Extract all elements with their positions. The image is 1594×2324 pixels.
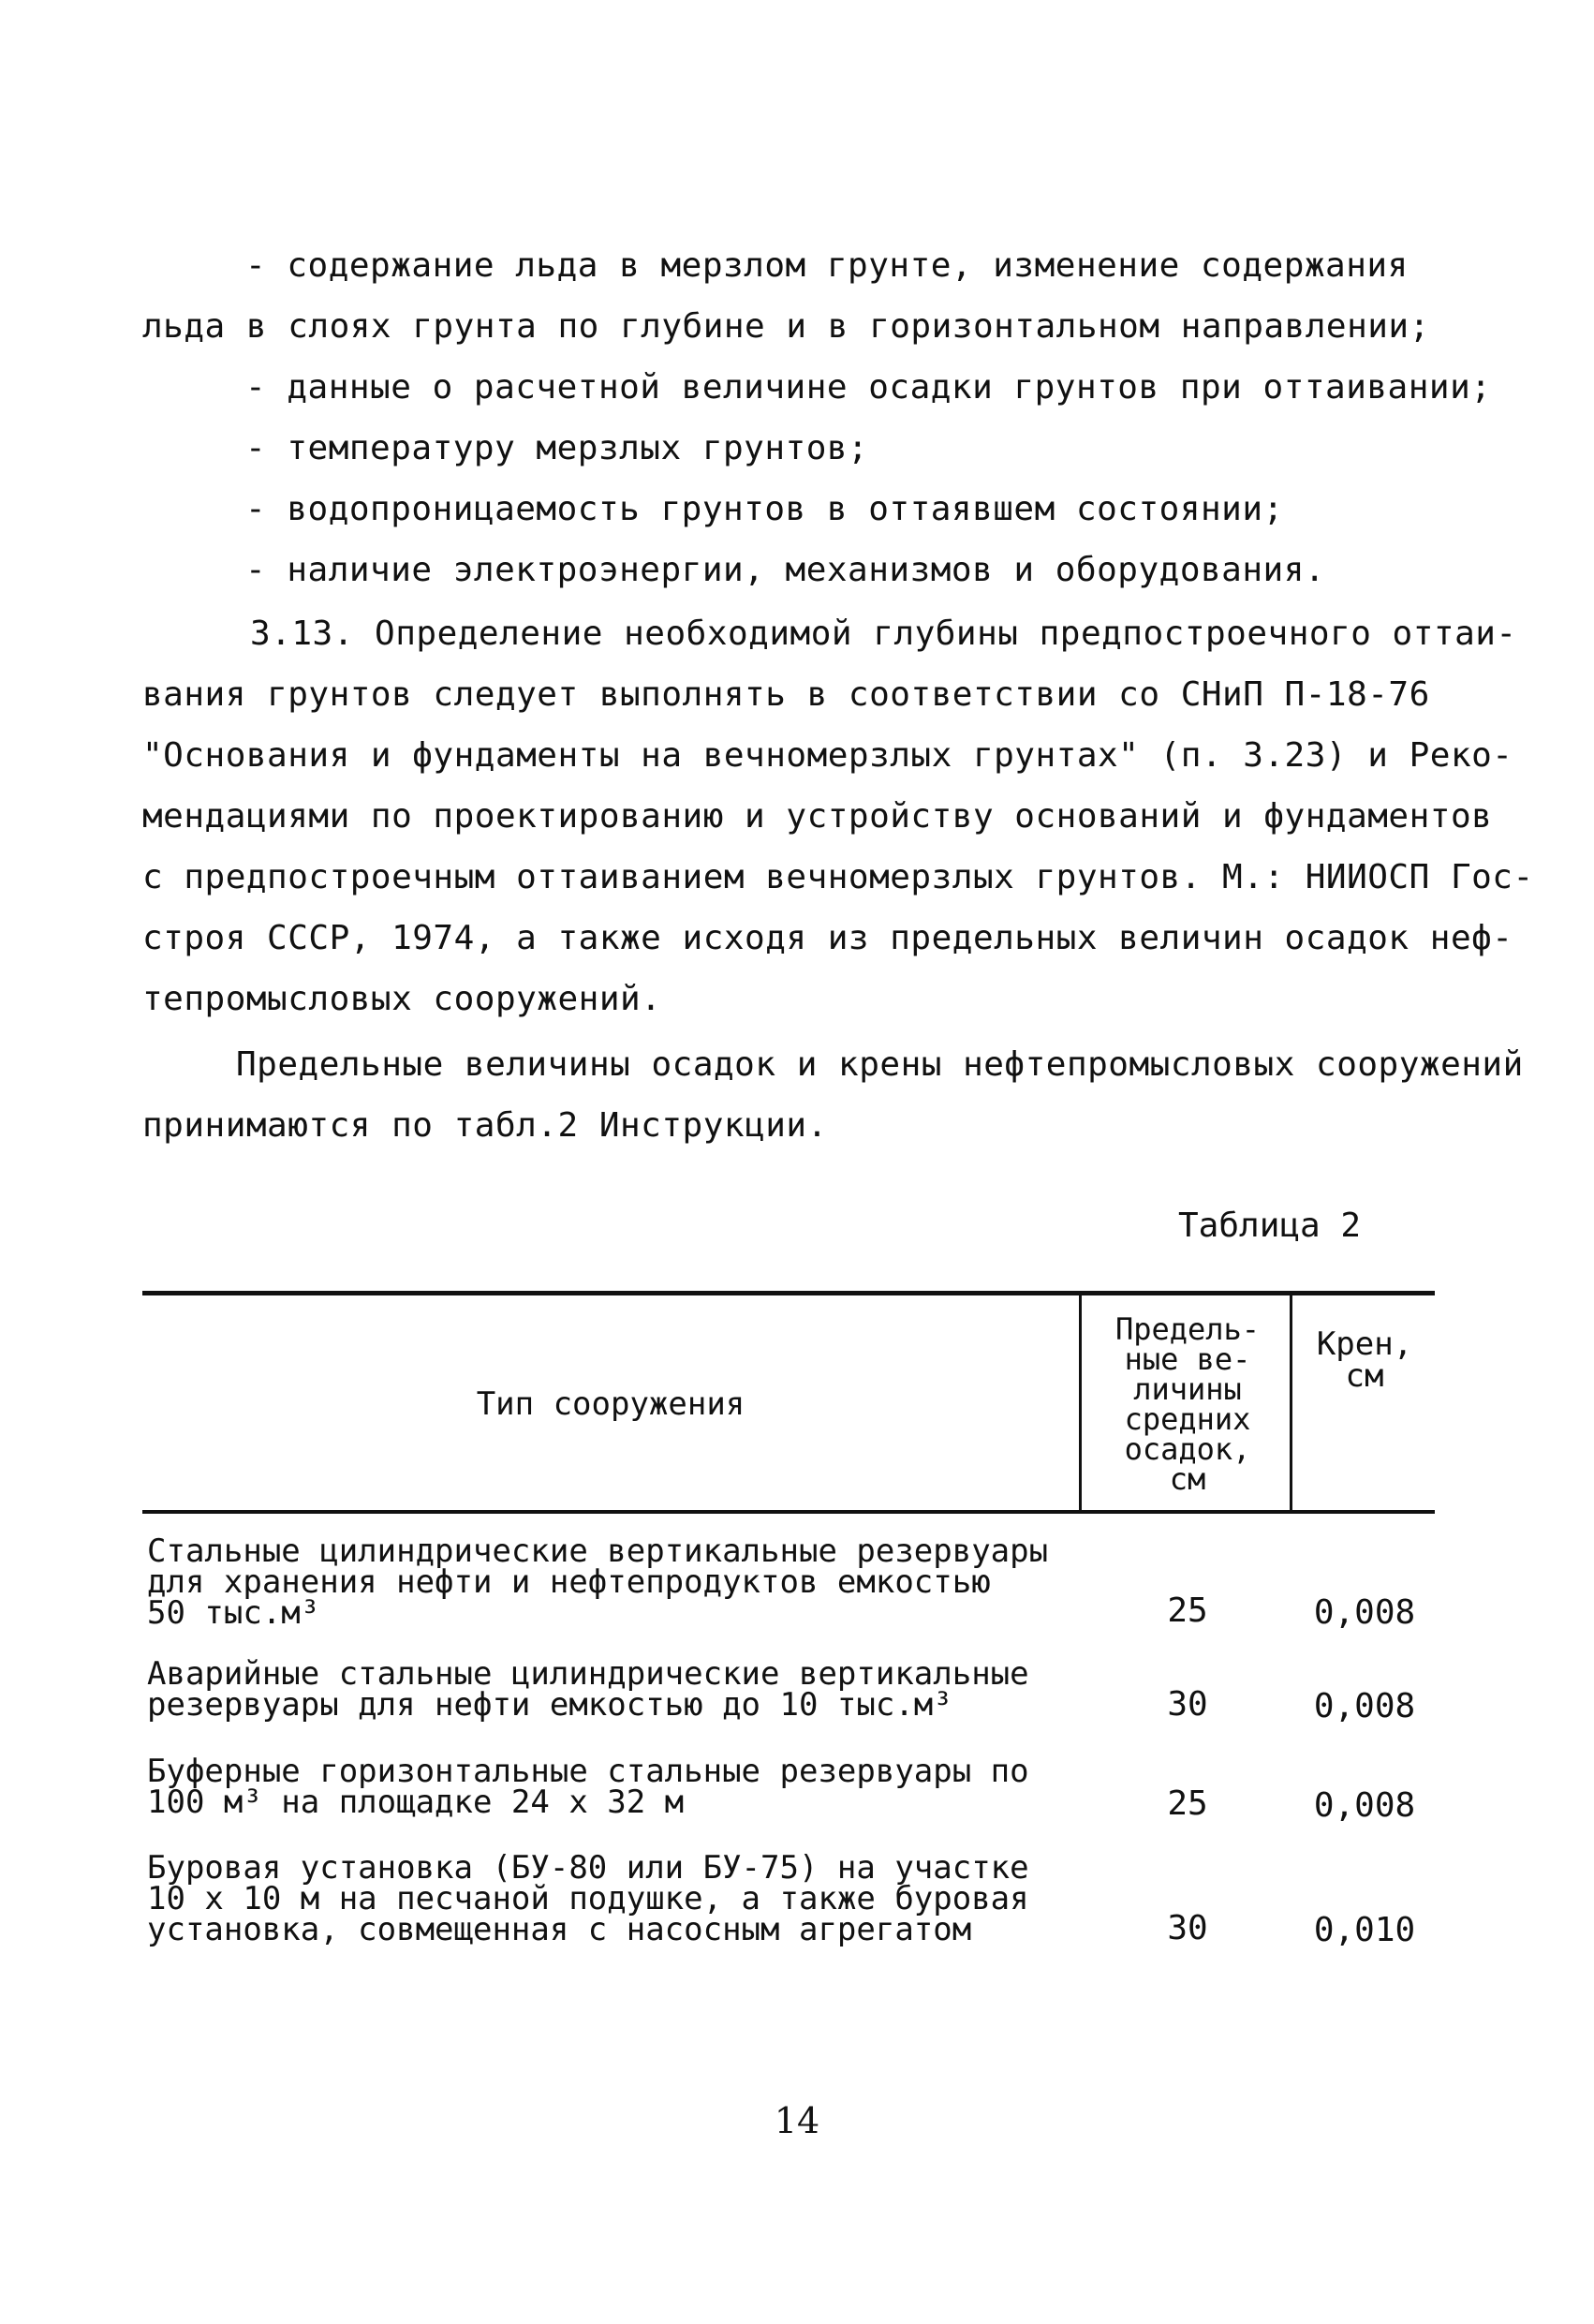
row-structure-type: Аварийные стальные цилиндрические вертикальные резервуары для нефти емкостью до 10 тыс.м³ — [147, 1655, 1029, 1724]
row-structure-type: Буровая установка (БУ-80 или БУ-75) на участке 10 х 10 м на песчаной подушке, а также буровая установка, совмещенная с насосным агрегатом — [147, 1849, 1029, 1948]
text-line: - содержание льда в мерзлом грунте, изменение содержания — [245, 246, 1409, 285]
table-top-rule — [142, 1291, 1435, 1295]
text-line: - водопроницаемость грунтов в оттаявшем состоянии; — [245, 490, 1284, 528]
text-line: вания грунтов следует выполнять в соответствии со СНиП П-18-76 — [142, 675, 1430, 714]
table-column-divider — [1079, 1295, 1082, 1510]
text-line: строя СССР, 1974, а также исходя из предельных величин осадок неф- — [142, 919, 1513, 957]
row-limit-value: 25 — [1167, 1591, 1208, 1630]
table-caption: Таблица 2 — [1178, 1206, 1362, 1245]
text-line: - данные о расчетной величине осадки грунтов при оттаивании; — [245, 368, 1492, 407]
column-header-limit-settlement: Предель- ные ве- личины средних осадок, см — [1114, 1311, 1261, 1497]
row-structure-type: Буферные горизонтальные стальные резервуары по 100 м³ на площадке 24 х 32 м — [147, 1753, 1029, 1821]
column-header-type: Тип сооружения — [476, 1385, 745, 1423]
row-limit-value: 30 — [1167, 1685, 1208, 1724]
text-line: "Основания и фундаменты на вечномерзлых грунтах" (п. 3.23) и Реко- — [142, 736, 1513, 775]
text-line: мендациями по проектированию и устройству оснований и фундаментов — [142, 797, 1493, 836]
section-heading-line: 3.13. Определение необходимой глубины предпостроечного оттаи- — [250, 614, 1517, 653]
text-line: льда в слоях грунта по глубине и в горизонтальном направлении; — [142, 307, 1430, 346]
text-line: Предельные величины осадок и крены нефтепромысловых сооружений — [236, 1045, 1524, 1084]
text-line: тепромысловых сооружений. — [142, 980, 662, 1018]
row-tilt-value: 0,010 — [1313, 1911, 1416, 1949]
text-line: с предпостроечным оттаиванием вечномерзлых грунтов. М.: НИИОСП Гос- — [142, 858, 1534, 896]
text-line: - температуру мерзлых грунтов; — [245, 429, 869, 467]
row-tilt-value: 0,008 — [1313, 1786, 1416, 1825]
row-limit-value: 30 — [1167, 1909, 1208, 1947]
text-line: принимаются по табл.2 Инструкции. — [142, 1106, 828, 1145]
table-header-rule — [142, 1510, 1435, 1514]
row-tilt-value: 0,008 — [1313, 1593, 1416, 1632]
text-line: - наличие электроэнергии, механизмов и оборудования. — [245, 551, 1326, 589]
row-structure-type: Стальные цилиндрические вертикальные резервуары для хранения нефти и нефтепродуктов емкостью 50 тыс.м³ — [147, 1532, 1049, 1632]
row-tilt-value: 0,008 — [1313, 1687, 1416, 1725]
row-limit-value: 25 — [1167, 1784, 1208, 1823]
column-header-tilt: Крен, см — [1316, 1325, 1413, 1395]
page-number: 14 — [774, 2100, 820, 2141]
